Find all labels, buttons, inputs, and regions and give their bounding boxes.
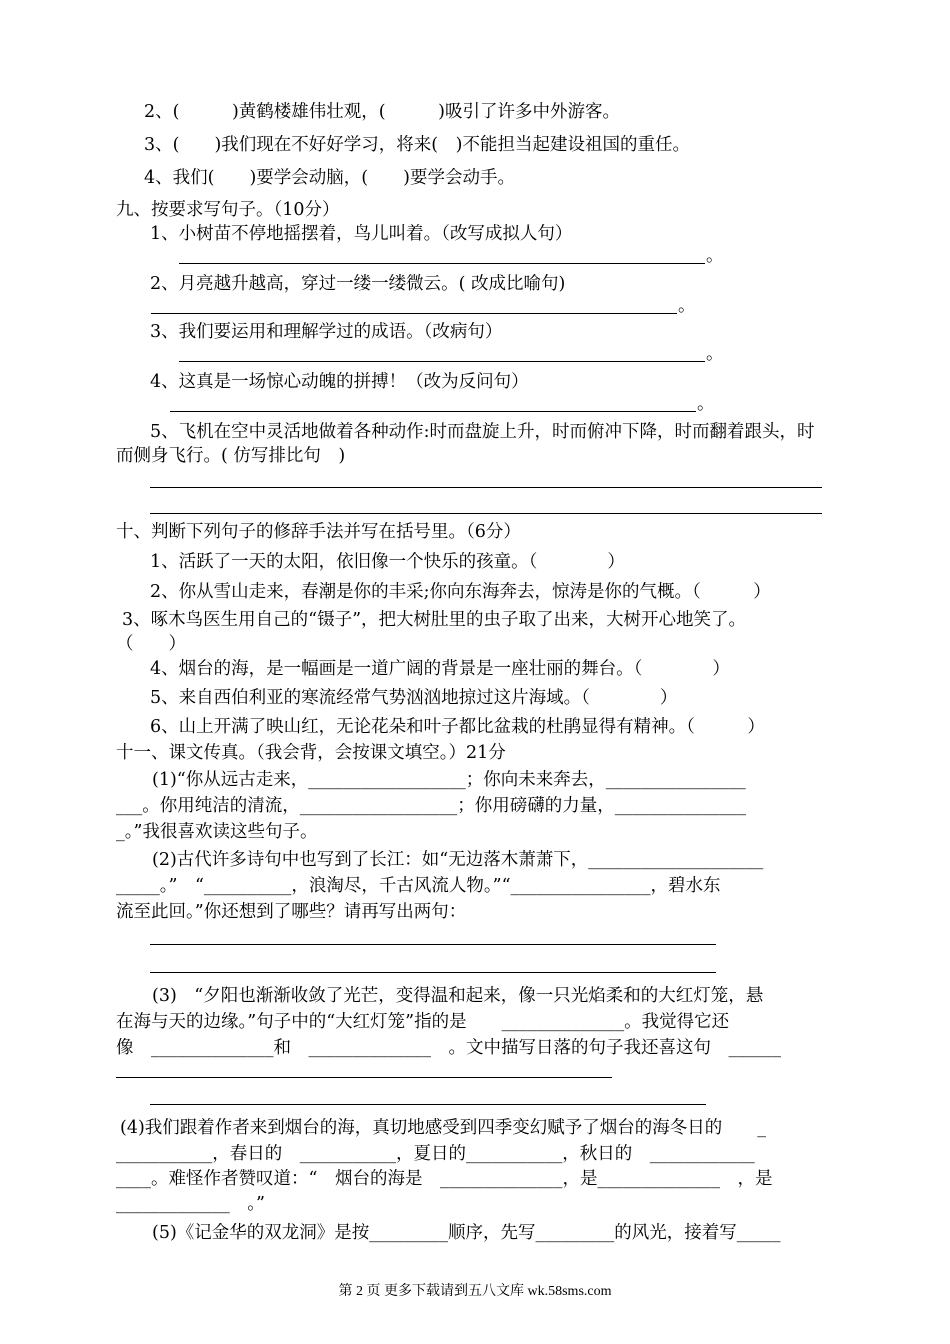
s11-part4-line4: _____________ 。” (116, 1194, 265, 1214)
s11-part1-line3: _。”我很喜欢读这些句子。 (116, 822, 318, 842)
s8-question-2: 2、( )黄鹤楼雄伟壮观，( )吸引了许多中外游客。 (144, 102, 620, 122)
s8-question-4: 4、我们( )要学会动脑，( )要学会动手。 (144, 168, 515, 188)
s10-question-6: 6、山上开满了映山红，无论花朵和叶子都比盆栽的杜鹃显得有精神。（ ） (150, 717, 765, 737)
answer-line (151, 313, 677, 314)
s11-part3-line2: 在海与天的边缘。”句子中的“大红灯笼”指的是 ______________。我觉得它还 (116, 1012, 730, 1032)
s10-question-4: 4、烟台的海，是一幅画是一道广阔的背景是一座壮丽的舞台。（ ） (150, 659, 730, 679)
s10-question-1: 1、活跃了一天的太阳，依旧像一个快乐的孩童。（ ） (150, 552, 625, 572)
page-footer: 第 2 页 更多下载请到五八文库 wk.58sms.com (338, 1284, 612, 1299)
s10-question-3-line1: 3、啄木鸟医生用自己的“镊子”，把大树肚里的虫子取了出来，大树开心地笑了。 (122, 610, 747, 630)
answer-line (116, 1077, 612, 1078)
s11-part2-line3: 流至此回。”你还想到了哪些？请再写出两句： (116, 902, 467, 922)
answer-line (150, 513, 822, 514)
answer-line (150, 1104, 706, 1105)
answer-line (150, 944, 716, 945)
s10-title: 十、判断下列句子的修辞手法并写在括号里。（6分） (116, 522, 521, 542)
answer-line (179, 263, 705, 264)
s10-question-2: 2、你从雪山走来，春潮是你的丰采;你向东海奔去，惊涛是你的气概。（ ） (150, 582, 771, 602)
s9-period: 。 (697, 394, 715, 414)
s11-part5-line1: (5)《记金华的双龙洞》是按_________顺序，先写_________的风光，接着写_____ (152, 1223, 781, 1243)
s9-question-3: 3、我们要运用和理解学过的成语。（改病句） (150, 322, 503, 342)
s9-period: 。 (678, 296, 696, 316)
answer-line (179, 361, 705, 362)
s11-part2-line1: (2)古代许多诗句中也写到了长江：如“无边落木萧萧下，____________________ (152, 850, 764, 870)
s11-part3-line3: 像 ______________和 ______________ 。文中描写日落的句子我还喜这句 ______ (116, 1038, 781, 1058)
s10-question-3-line2: （ ） (116, 634, 186, 654)
s9-question-2: 2、月亮越升越高，穿过一缕一缕微云。( 改成比喻句) (150, 274, 566, 294)
answer-line (150, 972, 716, 973)
s9-question-5-line2: 而侧身飞行。( 仿写排比句 ) (116, 446, 346, 466)
s9-question-5-line1: 5、飞机在空中灵活地做着各种动作:时而盘旋上升，时而俯冲下降，时而翻着跟头，时 (150, 422, 815, 442)
s11-part3-line1: (3) “夕阳也渐渐收敛了光芒，变得温和起来，像一只光焰柔和的大红灯笼，悬 (152, 986, 764, 1006)
s9-period: 。 (706, 246, 724, 266)
answer-line (170, 411, 696, 412)
s11-part4-line3: ____。难怪作者赞叹道：“ 烟台的海是 ______________，是______________ ，是 (116, 1169, 773, 1189)
s10-question-5: 5、来自西伯利亚的寒流经常气势汹汹地掠过这片海域。（ ） (150, 688, 678, 708)
s8-question-3: 3、( )我们现在不好好学习，将来( )不能担当起建设祖国的重任。 (144, 135, 690, 155)
s9-period: 。 (706, 344, 724, 364)
s11-part1-line1: (1)“你从远古走来，__________________；你向未来奔去，________________ (152, 770, 746, 790)
s11-title: 十一、课文传真。（我会背，会按课文填空。）21分 (116, 743, 506, 763)
s11-part4-line2: ___________，春日的 ___________，夏日的___________，秋日的 ____________ (116, 1144, 755, 1164)
s11-part2-line2: _____。” “__________，浪淘尽，千古风流人物。”“________________，碧水东 (116, 876, 721, 896)
answer-line (150, 487, 822, 488)
s9-question-4: 4、这真是一场惊心动魄的拼搏！（改为反问句） (150, 372, 529, 392)
s9-title: 九、按要求写句子。（10分） (116, 200, 340, 220)
s9-question-1: 1、小树苗不停地摇摆着，鸟儿叫着。（改写成拟人句） (150, 224, 573, 244)
s11-part4-line1: (4)我们跟着作者来到烟台的海，真切地感受到四季变幻赋予了烟台的海冬日的 _ (120, 1118, 767, 1138)
s11-part1-line2: ___。你用纯洁的清流，__________________；你用磅礴的力量，_______________ (116, 796, 746, 816)
